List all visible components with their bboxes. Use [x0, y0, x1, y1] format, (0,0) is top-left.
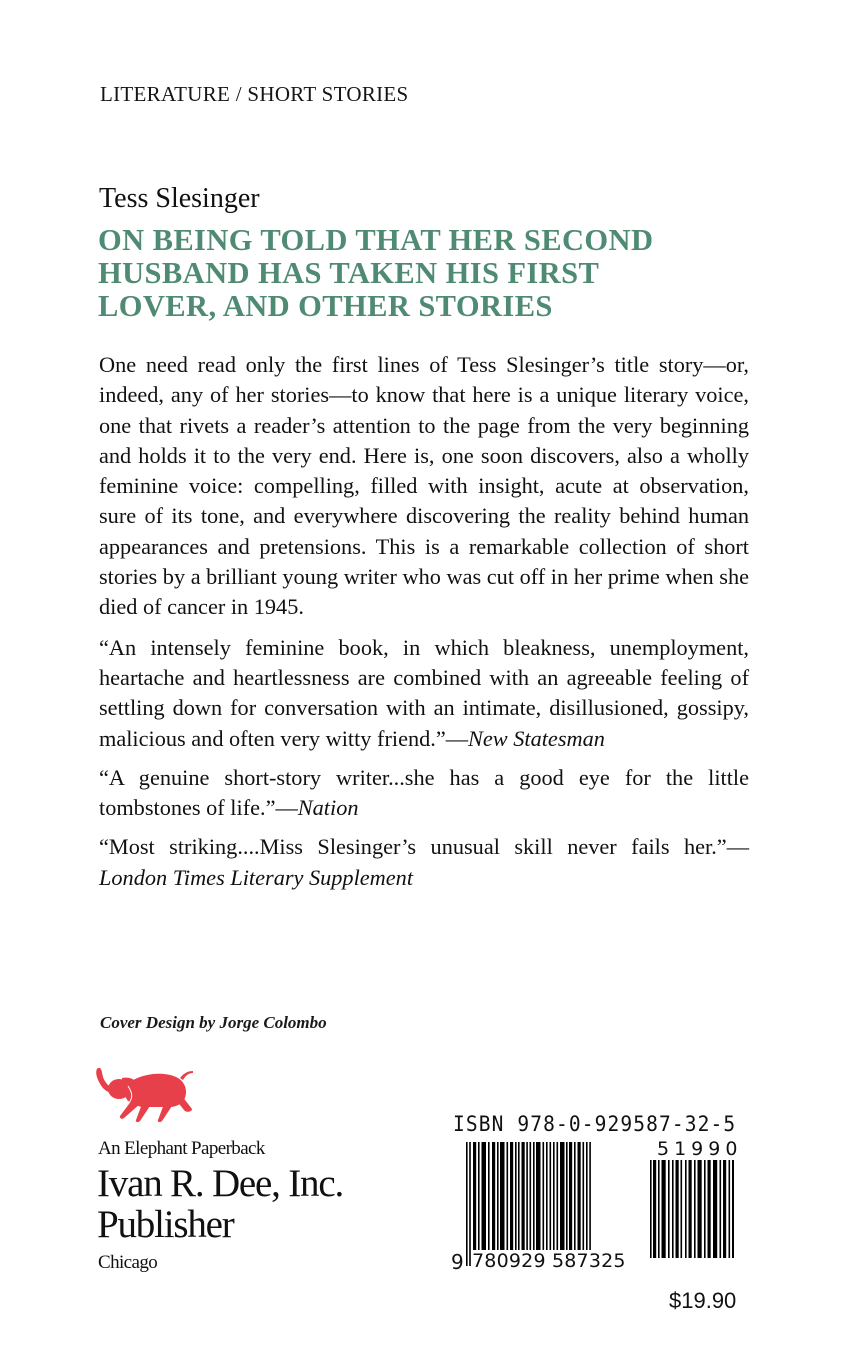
publisher-role: Publisher [97, 1203, 234, 1246]
book-title-line: LOVER, AND OTHER STORIES [98, 289, 553, 323]
isbn-label: ISBN 978-0-929587-32-5 [453, 1112, 737, 1136]
imprint-label: An Elephant Paperback [98, 1138, 265, 1159]
review-quote [99, 832, 749, 893]
ean-barcode [466, 1142, 591, 1266]
review-source: London Times Literary Supplement [99, 864, 414, 890]
price-addon-barcode [650, 1160, 734, 1258]
review-source: Nation [297, 795, 359, 821]
review-quote [99, 633, 749, 754]
review-text: “Most striking....Miss Slesinger’s unusual skill never fails her.”— [99, 834, 749, 860]
back-cover-copy [99, 350, 749, 902]
category-label: LITERATURE / SHORT STORIES [100, 82, 409, 106]
elephant-icon [92, 1066, 202, 1126]
price-label: $19.90 [669, 1288, 737, 1313]
ean-lead-digit: 9 [451, 1250, 464, 1274]
author-name: Tess Slesinger [99, 183, 260, 214]
review-text: “A genuine short-story writer...she has a good eye for the little tombstones of life.”— [99, 764, 749, 821]
ean-digits: 780929 587325 [472, 1250, 626, 1272]
cover-design-credit: Cover Design by Jorge Colombo [100, 1013, 327, 1032]
publisher-name: Ivan R. Dee, Inc. [97, 1162, 343, 1205]
book-title-line: HUSBAND HAS TAKEN HIS FIRST [98, 256, 600, 290]
price-addon-digits: 51990 [657, 1138, 743, 1160]
review-text: “An intensely feminine book, in which bleakness, unemployment, heartache and heartlessness are combined with an agreeable feeling of settling down for conversation with an intimate, disillusioned, gossipy, malicious and often very witty friend.”— [99, 634, 749, 751]
publisher-city: Chicago [98, 1252, 158, 1273]
review-quote [99, 763, 749, 824]
description-paragraph: One need read only the first lines of Tess Slesinger’s title story—or, indeed, any of her stories—to know that here is a unique literary voice, one that rivets a reader’s attention to the page from the very beginning and holds it to the very end. Here is, one soon discovers, also a wholly feminine voice: compelling, filled with insight, acute at observation, sure of its tone, and everywhere discovering the reality behind human appearances and pretensions. This is a remarkable collection of short stories by a brilliant young writer who was cut off in her prime when she died of cancer in 1945. [99, 352, 749, 620]
review-source: New Statesman [468, 725, 605, 751]
book-title-line: ON BEING TOLD THAT HER SECOND [98, 223, 654, 257]
book-title [98, 224, 778, 323]
